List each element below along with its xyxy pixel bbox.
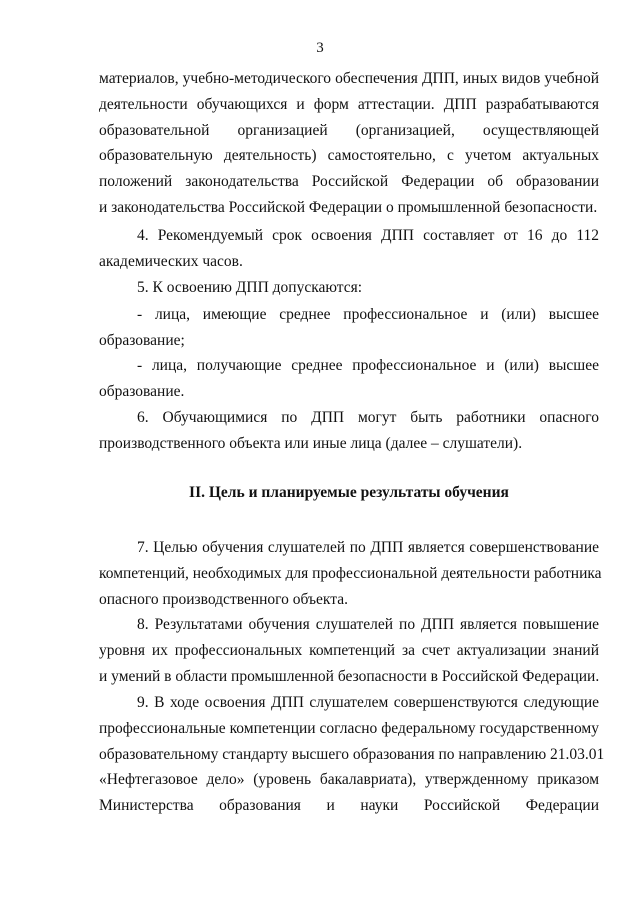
text-line: академических часов. bbox=[99, 252, 243, 270]
text-line: 6. Обучающимися по ДПП могут быть работники опасного bbox=[137, 409, 599, 426]
text-line: 5. К освоению ДПП допускаются: bbox=[137, 279, 363, 296]
text-line: деятельности обучающихся и форм аттестации. ДПП разрабатываются bbox=[99, 95, 599, 113]
text-line: уровня их профессиональных компетенций за счет актуализации знаний bbox=[99, 641, 599, 659]
text-line: положений законодательства Российской Федерации об образовании bbox=[99, 173, 599, 191]
text-line: компетенций, необходимых для профессиональной деятельности работника bbox=[99, 564, 602, 582]
text-line: материалов, учебно-методического обеспечения ДПП, иных видов учебной bbox=[99, 70, 599, 87]
text-line: «Нефтегазовое дело» (уровень бакалавриата), утвержденному приказом bbox=[99, 771, 599, 789]
text-line: профессиональные компетенции согласно федеральному государственному bbox=[99, 719, 599, 737]
section-heading: II. Цель и планируемые результаты обучения bbox=[189, 484, 509, 501]
text-line: и законодательства Российской Федерации о промышленной безопасности. bbox=[99, 198, 598, 216]
text-line: образовательному стандарту высшего образования по направлению 21.03.01 bbox=[99, 745, 605, 763]
paragraph-item-5-bullet-1 bbox=[99, 302, 599, 354]
text-line: образование. bbox=[99, 382, 185, 400]
paragraph-item-7 bbox=[99, 535, 602, 612]
page-number: 3 bbox=[316, 40, 324, 56]
text-line: опасного производственного объекта. bbox=[99, 590, 348, 608]
paragraph-item-5-bullet-2 bbox=[99, 353, 599, 405]
paragraph-item-8 bbox=[99, 612, 599, 689]
text-line: образовательную деятельность) самостоятельно, с учетом актуальных bbox=[99, 147, 599, 165]
text-line: - лица, получающие среднее профессиональное и (или) высшее bbox=[137, 357, 599, 374]
paragraph-item-4 bbox=[99, 223, 599, 275]
paragraph-item-5 bbox=[99, 275, 599, 301]
text-line: образовательной организацией (организацией, осуществляющей bbox=[99, 121, 599, 139]
paragraph-continuation bbox=[99, 66, 599, 221]
text-line: 8. Результатами обучения слушателей по ДПП является повышение bbox=[137, 616, 599, 633]
text-line: производственного объекта или иные лица (далее – слушатели). bbox=[99, 434, 523, 452]
text-line: и умений в области промышленной безопасности в Российской Федерации. bbox=[99, 667, 600, 685]
text-line: - лица, имеющие среднее профессиональное и (или) высшее bbox=[137, 306, 599, 323]
text-line: Министерства образования и науки Российской Федерации bbox=[99, 797, 599, 815]
paragraph-item-6 bbox=[99, 405, 599, 457]
paragraph-item-9 bbox=[99, 690, 605, 819]
text-line: 7. Целью обучения слушателей по ДПП является совершенствование bbox=[137, 539, 599, 556]
text-line: 4. Рекомендуемый срок освоения ДПП составляет от 16 до 112 bbox=[137, 227, 599, 244]
text-line: образование; bbox=[99, 331, 185, 349]
text-line: 9. В ходе освоения ДПП слушателем совершенствуются следующие bbox=[137, 694, 599, 711]
